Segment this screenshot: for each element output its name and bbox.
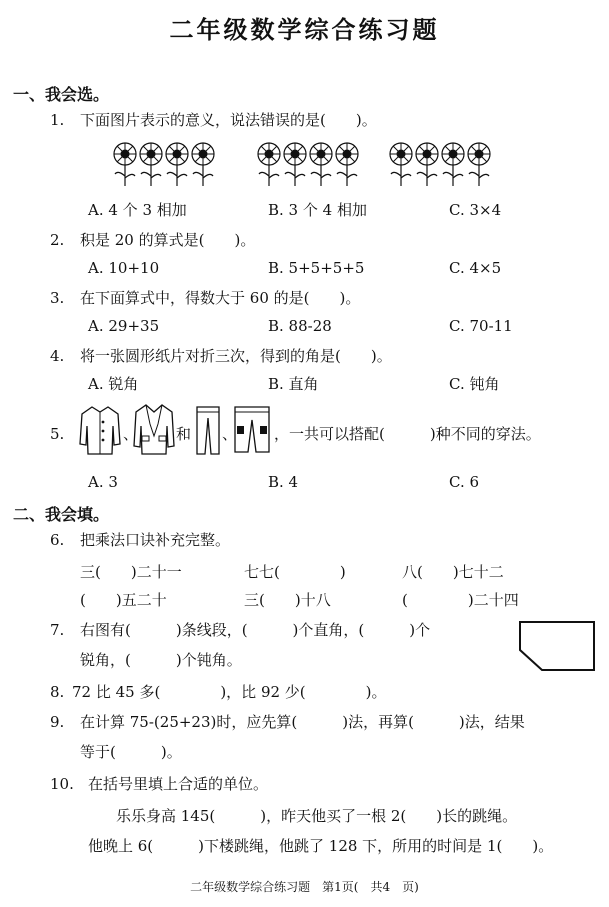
question-text: 等于( )。 bbox=[80, 743, 182, 761]
question-text: 下面图片表示的意义，说法错误的是( )。 bbox=[80, 111, 377, 129]
connector-and: 和 bbox=[176, 425, 192, 443]
multiplication-blank: 三( )二十一 bbox=[80, 563, 182, 581]
coat-icon bbox=[78, 404, 122, 456]
trousers-icon bbox=[194, 404, 222, 456]
option-c: C. 6 bbox=[449, 473, 480, 491]
page-title: 二年级数学综合练习题 bbox=[169, 15, 440, 44]
question-text: 右图有( )条线段，( )个直角，( )个 bbox=[80, 621, 431, 639]
option-a: A. 锐角 bbox=[88, 375, 139, 393]
suit-jacket-icon bbox=[132, 402, 176, 456]
question-text: 乐乐身高 145( )，昨天他买了一根 2( )长的跳绳。 bbox=[116, 807, 518, 825]
option-b: B. 5+5+5+5 bbox=[268, 259, 365, 277]
question-text: ，一共可以搭配( )种不同的穿法。 bbox=[274, 425, 541, 443]
option-a: A. 4 个 3 相加 bbox=[88, 201, 187, 219]
multiplication-blank: ( )二十四 bbox=[402, 591, 519, 609]
question-number: 1. bbox=[50, 111, 65, 129]
option-c: C. 钝角 bbox=[449, 375, 500, 393]
question-text: 积是 20 的算式是( )。 bbox=[80, 231, 256, 249]
multiplication-blank: 三( )十八 bbox=[244, 591, 331, 609]
multiplication-blank: ( )五二十 bbox=[80, 591, 167, 609]
option-b: B. 4 bbox=[268, 473, 299, 491]
question-number: 10. bbox=[50, 775, 74, 793]
option-a: A. 10+10 bbox=[88, 259, 160, 277]
question-number: 5. bbox=[50, 425, 65, 443]
option-b: B. 直角 bbox=[268, 375, 319, 393]
question-text: 锐角，( )个钝角。 bbox=[80, 651, 242, 669]
page-footer: 二年级数学综合练习题 第1页( 共4 页) bbox=[190, 880, 419, 894]
pentagon-figure bbox=[518, 618, 598, 674]
flower-group-1-icon bbox=[112, 140, 222, 188]
question-number: 4. bbox=[50, 347, 65, 365]
question-text: 在括号里填上合适的单位。 bbox=[88, 775, 269, 793]
multiplication-blank: 七七( ) bbox=[244, 563, 346, 581]
question-number: 6. bbox=[50, 531, 65, 549]
question-text: 将一张圆形纸片对折三次，得到的角是( )。 bbox=[80, 347, 392, 365]
question-text: 72 比 45 多( )，比 92 少( )。 bbox=[72, 683, 387, 701]
question-number: 8. bbox=[50, 683, 65, 701]
question-number: 9. bbox=[50, 713, 65, 731]
multiplication-blank: 八( )七十二 bbox=[402, 563, 504, 581]
separator-comma: 、 bbox=[222, 425, 238, 443]
option-b: B. 88-28 bbox=[268, 317, 332, 335]
option-b: B. 3 个 4 相加 bbox=[268, 201, 367, 219]
flower-group-2-icon bbox=[256, 140, 366, 188]
option-a: A. 3 bbox=[88, 473, 118, 491]
question-text: 他晚上 6( )下楼跳绳，他跳了 128 下，所用的时间是 1( )。 bbox=[88, 837, 554, 855]
section-heading-choose: 一、我会选。 bbox=[13, 85, 110, 104]
question-number: 2. bbox=[50, 231, 65, 249]
question-text: 把乘法口诀补充完整。 bbox=[80, 531, 231, 549]
option-a: A. 29+35 bbox=[88, 317, 160, 335]
question-number: 7. bbox=[50, 621, 65, 639]
flower-group-3-icon bbox=[388, 140, 498, 188]
option-c: C. 70-11 bbox=[449, 317, 513, 335]
question-text: 在下面算式中，得数大于 60 的是( )。 bbox=[80, 289, 361, 307]
cargo-pants-icon bbox=[232, 404, 272, 454]
section-heading-fill: 二、我会填。 bbox=[13, 505, 110, 524]
option-c: C. 4×5 bbox=[449, 259, 502, 277]
separator-comma: 、 bbox=[123, 425, 139, 443]
question-text: 在计算 75-(25+23)时，应先算( )法，再算( )法，结果 bbox=[80, 713, 525, 731]
option-c: C. 3×4 bbox=[449, 201, 502, 219]
question-number: 3. bbox=[50, 289, 65, 307]
